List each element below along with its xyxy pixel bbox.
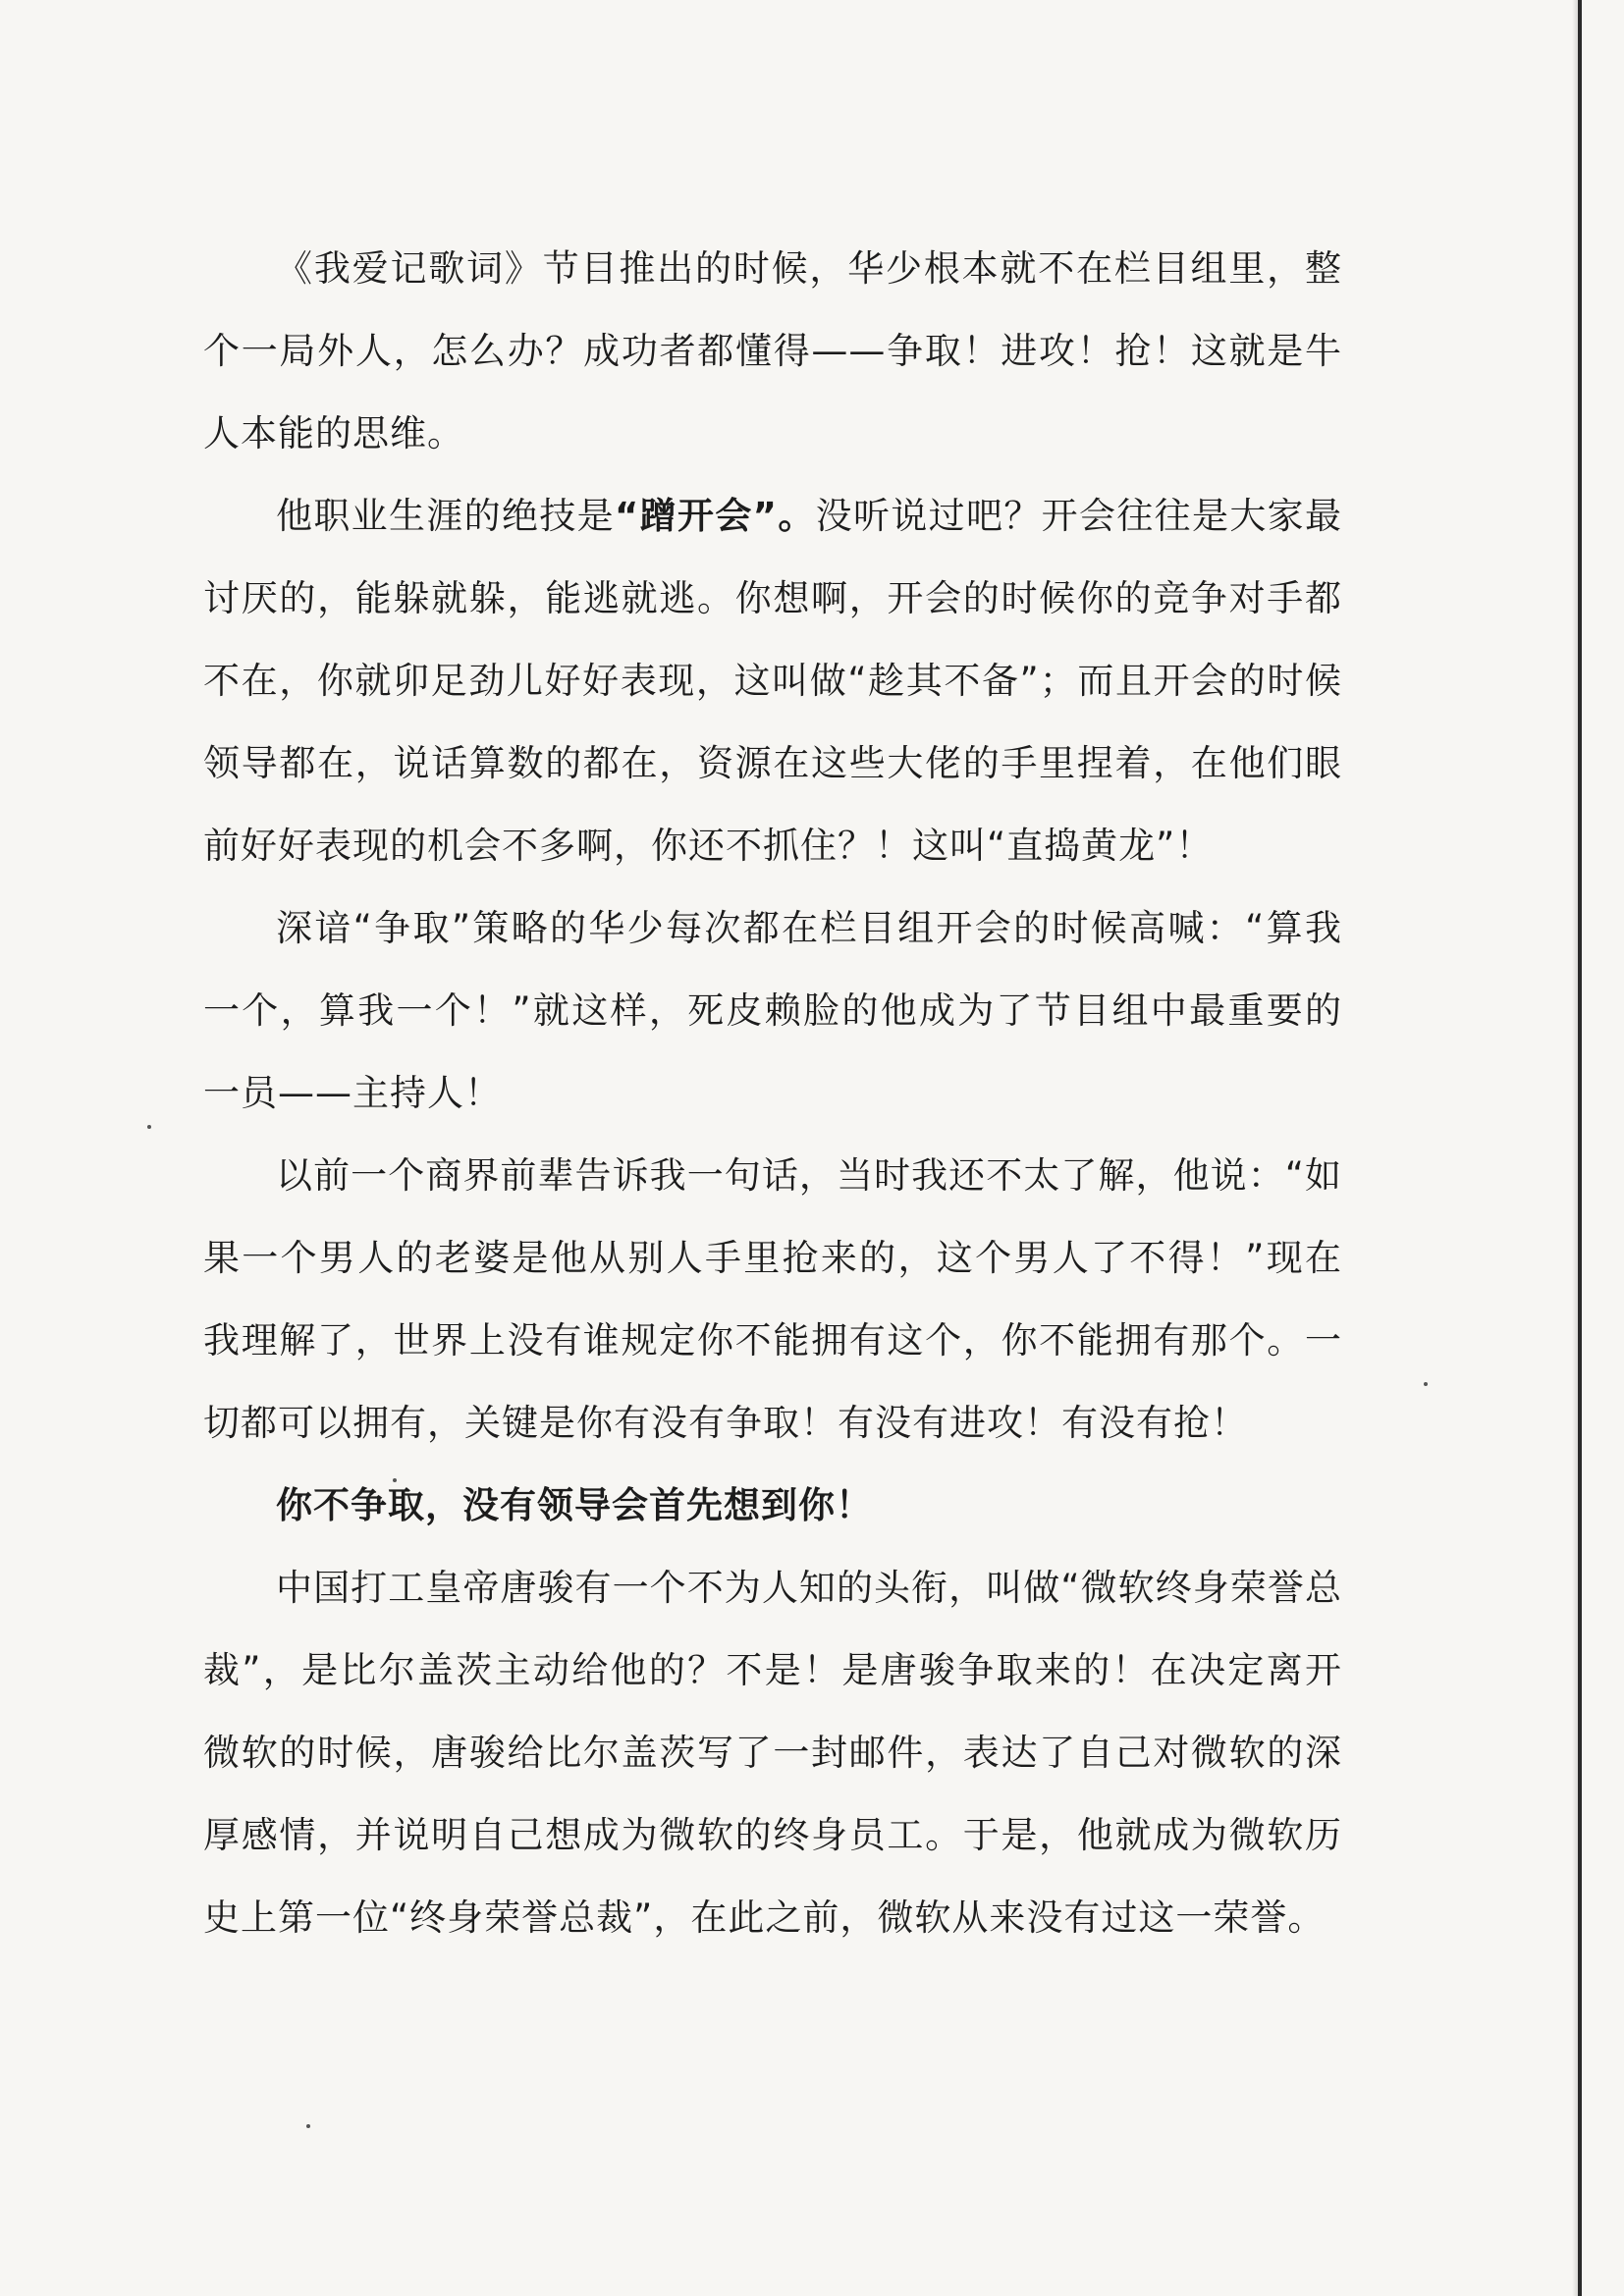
paragraph-2-lead: 他职业生涯的绝技是 xyxy=(276,495,616,537)
document-body xyxy=(203,228,1342,1959)
page-edge-line xyxy=(1578,0,1582,2296)
paragraph-2 xyxy=(203,475,1342,887)
paragraph-3: 深谙“争取”策略的华少每次都在栏目组开会的时候高喊：“算我一个，算我一个！”就这样，死皮赖脸的他成为了节目组中最重要的一员——主持人！ xyxy=(203,907,1342,1114)
scan-speck xyxy=(1424,1382,1428,1386)
scan-speck xyxy=(147,1125,151,1129)
paragraph-1: 《我爱记歌词》节目推出的时候，华少根本就不在栏目组里，整个一局外人，怎么办？成功者都懂得——争取！进攻！抢！这就是牛人本能的思维。 xyxy=(203,247,1342,454)
bold-statement: 你不争取，没有领导会首先想到你！ xyxy=(276,1484,873,1526)
paragraph-2-rest: 没听说过吧？开会往往是大家最讨厌的，能躲就躲，能逃就逃。你想啊，开会的时候你的竞争对手都不在，你就卯足劲儿好好表现，这叫做“趁其不备”；而且开会的时候领导都在，说话算数的都在，资源在这些大佬的手里捏着，在他们眼前好好表现的机会不多啊，你还不抓住？！这叫“直捣黄龙”！ xyxy=(203,495,1343,867)
paragraph-6: 中国打工皇帝唐骏有一个不为人知的头衔，叫做“微软终身荣誉总裁”，是比尔盖茨主动给他的？不是！是唐骏争取来的！在决定离开微软的时候，唐骏给比尔盖茨写了一封邮件，表达了自己对微软的深厚感情，并说明自己想成为微软的终身员工。于是，他就成为微软历史上第一位“终身荣誉总裁”，在此之前，微软从来没有过这一荣誉。 xyxy=(203,1567,1342,1939)
paragraph-4: 以前一个商界前辈告诉我一句话，当时我还不太了解，他说：“如果一个男人的老婆是他从别人手里抢来的，这个男人了不得！”现在我理解了，世界上没有谁规定你不能拥有这个，你不能拥有那个。一切都可以拥有，关键是你有没有争取！有没有进攻！有没有抢！ xyxy=(203,1154,1342,1444)
paragraph-2-emphasis: “蹭开会”。 xyxy=(615,495,816,537)
scan-speck xyxy=(306,2124,310,2128)
